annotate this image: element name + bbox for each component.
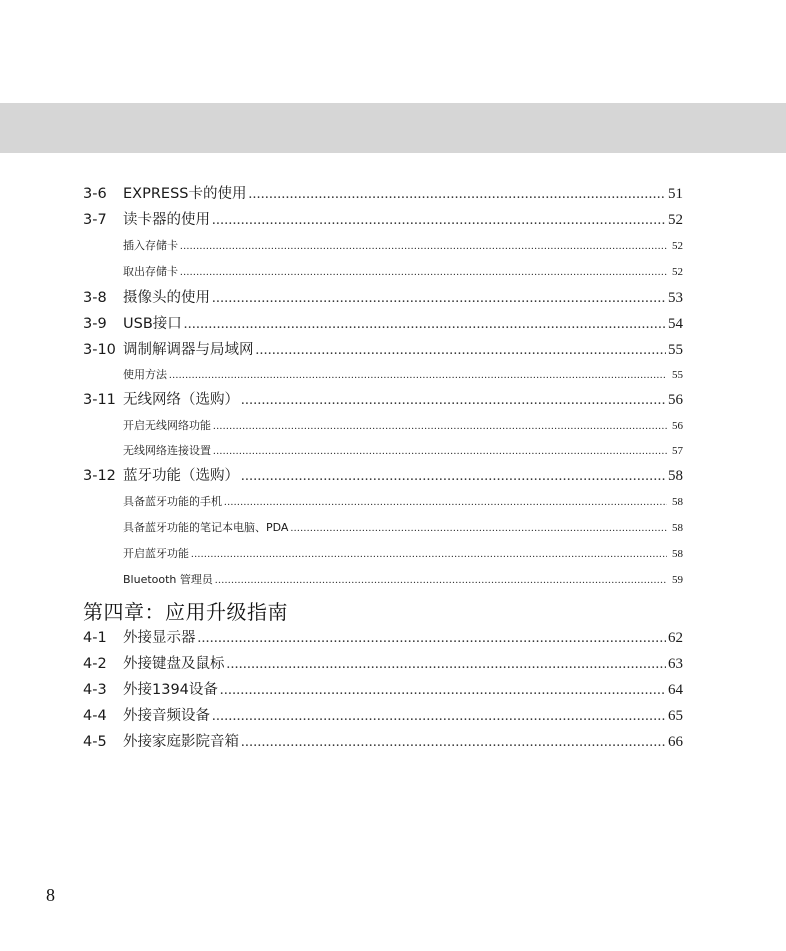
toc-entry-number: 3-11 (83, 392, 116, 408)
toc-entry[interactable] (83, 626, 683, 648)
dot-leader (215, 574, 667, 586)
toc-entry-number: 4-2 (83, 656, 107, 672)
toc-entry-number: 4-5 (83, 734, 107, 750)
toc-subentry-title: 使用方法 (123, 368, 167, 381)
toc-subentry-title: Bluetooth 管理员 (123, 573, 213, 586)
toc-subentry-page: 57 (672, 445, 683, 457)
toc-entry-number: 4-3 (83, 682, 107, 698)
toc-entry-title: 外接键盘及鼠标 (123, 656, 225, 672)
dot-leader (180, 266, 667, 278)
toc-entry-page: 65 (668, 708, 683, 724)
toc-subentry[interactable] (83, 442, 683, 458)
dot-leader (290, 522, 667, 534)
toc-entry-number: 3-12 (83, 468, 116, 484)
toc-entry[interactable] (83, 388, 683, 410)
toc-subentry-title: 开启蓝牙功能 (123, 547, 189, 560)
dot-leader (191, 548, 667, 560)
dot-leader (212, 290, 666, 307)
dot-leader (213, 445, 667, 457)
toc-entry-page: 52 (668, 212, 683, 228)
toc-entry-number: 3-10 (83, 342, 116, 358)
toc-entry-page: 56 (668, 392, 683, 408)
toc-entry-title: EXPRESS卡的使用 (123, 186, 247, 202)
toc-subentry-page: 52 (672, 240, 683, 252)
toc-entry-page: 58 (668, 468, 683, 484)
chapter-heading: 第四章：应用升级指南 (83, 600, 288, 624)
dot-leader (241, 734, 666, 751)
dot-leader (227, 656, 667, 673)
toc-subentry[interactable] (83, 417, 683, 433)
toc-entry-title: 调制解调器与局域网 (123, 342, 254, 358)
toc-subentry-title: 具备蓝牙功能的手机 (123, 495, 222, 508)
dot-leader (241, 392, 666, 409)
toc-subentry-page: 58 (672, 496, 683, 508)
dot-leader (198, 630, 667, 647)
toc-entry-number: 4-1 (83, 630, 107, 646)
toc-entry[interactable] (83, 312, 683, 334)
toc-subentry-page: 58 (672, 522, 683, 534)
toc-subentry-title: 插入存储卡 (123, 239, 178, 252)
dot-leader (220, 682, 666, 699)
toc-subentry-page: 58 (672, 548, 683, 560)
toc-subentry-page: 56 (672, 420, 683, 432)
toc-entry-number: 3-9 (83, 316, 107, 332)
toc-subentry-page: 55 (672, 369, 683, 381)
toc-entry-title: 外接音频设备 (123, 708, 210, 724)
page-number: 8 (46, 885, 55, 905)
toc-entry-page: 55 (668, 342, 683, 358)
toc-entry[interactable] (83, 652, 683, 674)
toc-subentry-page: 59 (672, 574, 683, 586)
toc-subentry[interactable] (83, 263, 683, 279)
dot-leader (212, 212, 666, 229)
toc-entry-number: 3-7 (83, 212, 107, 228)
toc-subentry[interactable] (83, 237, 683, 253)
dot-leader (241, 468, 666, 485)
toc-entry-title: 无线网络（选购） (123, 392, 239, 408)
toc-entry[interactable] (83, 286, 683, 308)
toc-subentry-title: 取出存储卡 (123, 265, 178, 278)
toc-entry-number: 3-6 (83, 186, 107, 202)
dot-leader (248, 186, 666, 203)
dot-leader (212, 708, 666, 725)
dot-leader (256, 342, 667, 359)
dot-leader (184, 316, 666, 333)
toc-entry-page: 53 (668, 290, 683, 306)
dot-leader (224, 496, 667, 508)
toc-entry[interactable] (83, 338, 683, 360)
header-band (0, 103, 786, 153)
toc-entry[interactable] (83, 182, 683, 204)
toc-entry-page: 51 (668, 186, 683, 202)
toc-entry-number: 4-4 (83, 708, 107, 724)
dot-leader (180, 240, 667, 252)
toc-subentry[interactable] (83, 366, 683, 382)
toc-entry-number: 3-8 (83, 290, 107, 306)
toc-subentry-title: 无线网络连接设置 (123, 444, 211, 457)
toc-subentry[interactable] (83, 519, 683, 535)
toc-entry-title: 外接1394设备 (123, 682, 218, 698)
toc-entry[interactable] (83, 464, 683, 486)
toc-entry-title: USB接口 (123, 316, 182, 332)
toc-subentry-title: 具备蓝牙功能的笔记本电脑、PDA (123, 521, 289, 534)
dot-leader (213, 420, 667, 432)
toc-entry-title: 蓝牙功能（选购） (123, 468, 239, 484)
toc-entry[interactable] (83, 730, 683, 752)
toc-subentry[interactable] (83, 545, 683, 561)
toc-entry-page: 66 (668, 734, 683, 750)
toc-subentry-title: 开启无线网络功能 (123, 419, 211, 432)
toc-entry-page: 64 (668, 682, 683, 698)
dot-leader (169, 369, 667, 381)
toc-subentry[interactable] (83, 493, 683, 509)
toc-subentry[interactable] (83, 571, 683, 587)
toc-entry-title: 外接家庭影院音箱 (123, 734, 239, 750)
toc-entry[interactable] (83, 678, 683, 700)
toc-entry-page: 54 (668, 316, 683, 332)
toc-entry-title: 读卡器的使用 (123, 212, 210, 228)
toc-entry[interactable] (83, 704, 683, 726)
toc-entry-title: 外接显示器 (123, 630, 196, 646)
toc-entry-page: 63 (668, 656, 683, 672)
toc-subentry-page: 52 (672, 266, 683, 278)
toc-entry[interactable] (83, 208, 683, 230)
toc-entry-page: 62 (668, 630, 683, 646)
toc-entry-title: 摄像头的使用 (123, 290, 210, 306)
